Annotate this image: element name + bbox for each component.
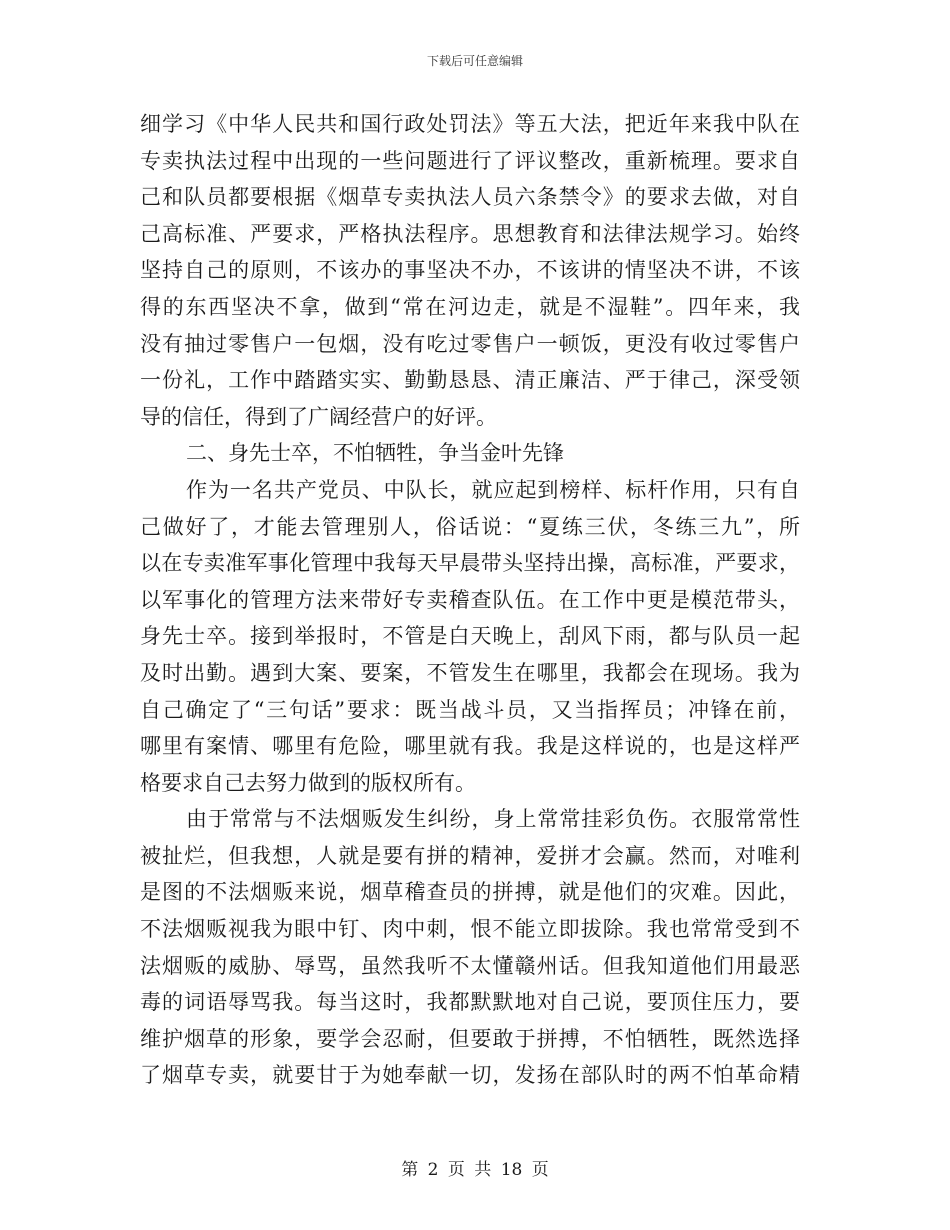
text-line: 作为一名共产党员、中队长，就应起到榜样、标杆作用，只有自 xyxy=(186,477,800,502)
text-line: 格要求自己去努力做到的版权所有。 xyxy=(140,770,476,795)
text-line: 导的信任，得到了广阔经营户的好评。 xyxy=(140,404,497,429)
text-line: 以在专卖准军事化管理中我每天早晨带头坚持出操，高标准，严要求， xyxy=(140,551,800,576)
text-line: 哪里有案情、哪里有危险，哪里就有我。我是这样说的，也是这样严 xyxy=(140,734,800,759)
page-footer: 第 2 页 共 18 页 xyxy=(401,1160,549,1180)
text-line: 是图的不法烟贩来说，烟草稽查员的拼搏，就是他们的灾难。因此， xyxy=(140,880,800,905)
text-line: 身先士卒。接到举报时，不管是白天晚上，刮风下雨，都与队员一起 xyxy=(140,624,800,649)
document-body xyxy=(140,106,800,1094)
text-line: 专卖执法过程中出现的一些问题进行了评议整改，重新梳理。要求自 xyxy=(140,148,800,173)
text-line: 得的东西坚决不拿，做到“常在河边走，就是不湿鞋”。四年来，我 xyxy=(140,294,800,319)
text-line: 己做好了，才能去管理别人，俗话说：“夏练三伏，冬练三九”，所 xyxy=(140,514,800,539)
text-line: 坚持自己的原则，不该办的事坚决不办，不该讲的情坚决不讲，不该 xyxy=(140,258,800,283)
text-line: 以军事化的管理方法来带好专卖稽查队伍。在工作中更是模范带头， xyxy=(140,587,800,612)
page-header: 下载后可任意编辑 xyxy=(426,54,523,68)
text-line: 维护烟草的形象，要学会忍耐，但要敢于拼搏，不怕牺牲，既然选择 xyxy=(140,1026,800,1051)
text-line: 不法烟贩视我为眼中钉、肉中刺，恨不能立即拔除。我也常常受到不 xyxy=(140,917,800,942)
text-line: 己和队员都要根据《烟草专卖执法人员六条禁令》的要求去做，对自 xyxy=(140,185,800,210)
text-line: 己高标准、严要求，严格执法程序。思想教育和法律法规学习。始终 xyxy=(140,221,800,246)
text-line: 法烟贩的威胁、辱骂，虽然我听不太懂赣州话。但我知道他们用最恶 xyxy=(140,953,800,978)
text-line: 被扯烂，但我想，人就是要有拼的精神，爱拼才会赢。然而，对唯利 xyxy=(140,843,800,868)
text-line: 及时出勤。遇到大案、要案，不管发生在哪里，我都会在现场。我为 xyxy=(140,660,800,685)
section-heading: 二、身先士卒，不怕牺牲，争当金叶先锋 xyxy=(186,441,564,466)
text-line: 自己确定了“三句话”要求：既当战斗员，又当指挥员；冲锋在前， xyxy=(140,697,800,722)
text-line: 毒的词语辱骂我。每当这时，我都默默地对自己说，要顶住压力，要 xyxy=(140,990,800,1015)
text-line: 了烟草专卖，就要甘于为她奉献一切，发扬在部队时的两不怕革命精 xyxy=(140,1063,800,1088)
text-line: 由于常常与不法烟贩发生纠纷，身上常常挂彩负伤。衣服常常性 xyxy=(186,807,800,832)
text-line: 细学习《中华人民共和国行政处罚法》等五大法，把近年来我中队在 xyxy=(140,112,800,136)
text-line: 没有抽过零售户一包烟，没有吃过零售户一顿饭，更没有收过零售户 xyxy=(140,331,800,356)
text-line: 一份礼，工作中踏踏实实、勤勤恳恳、清正廉洁、严于律己，深受领 xyxy=(140,368,800,393)
